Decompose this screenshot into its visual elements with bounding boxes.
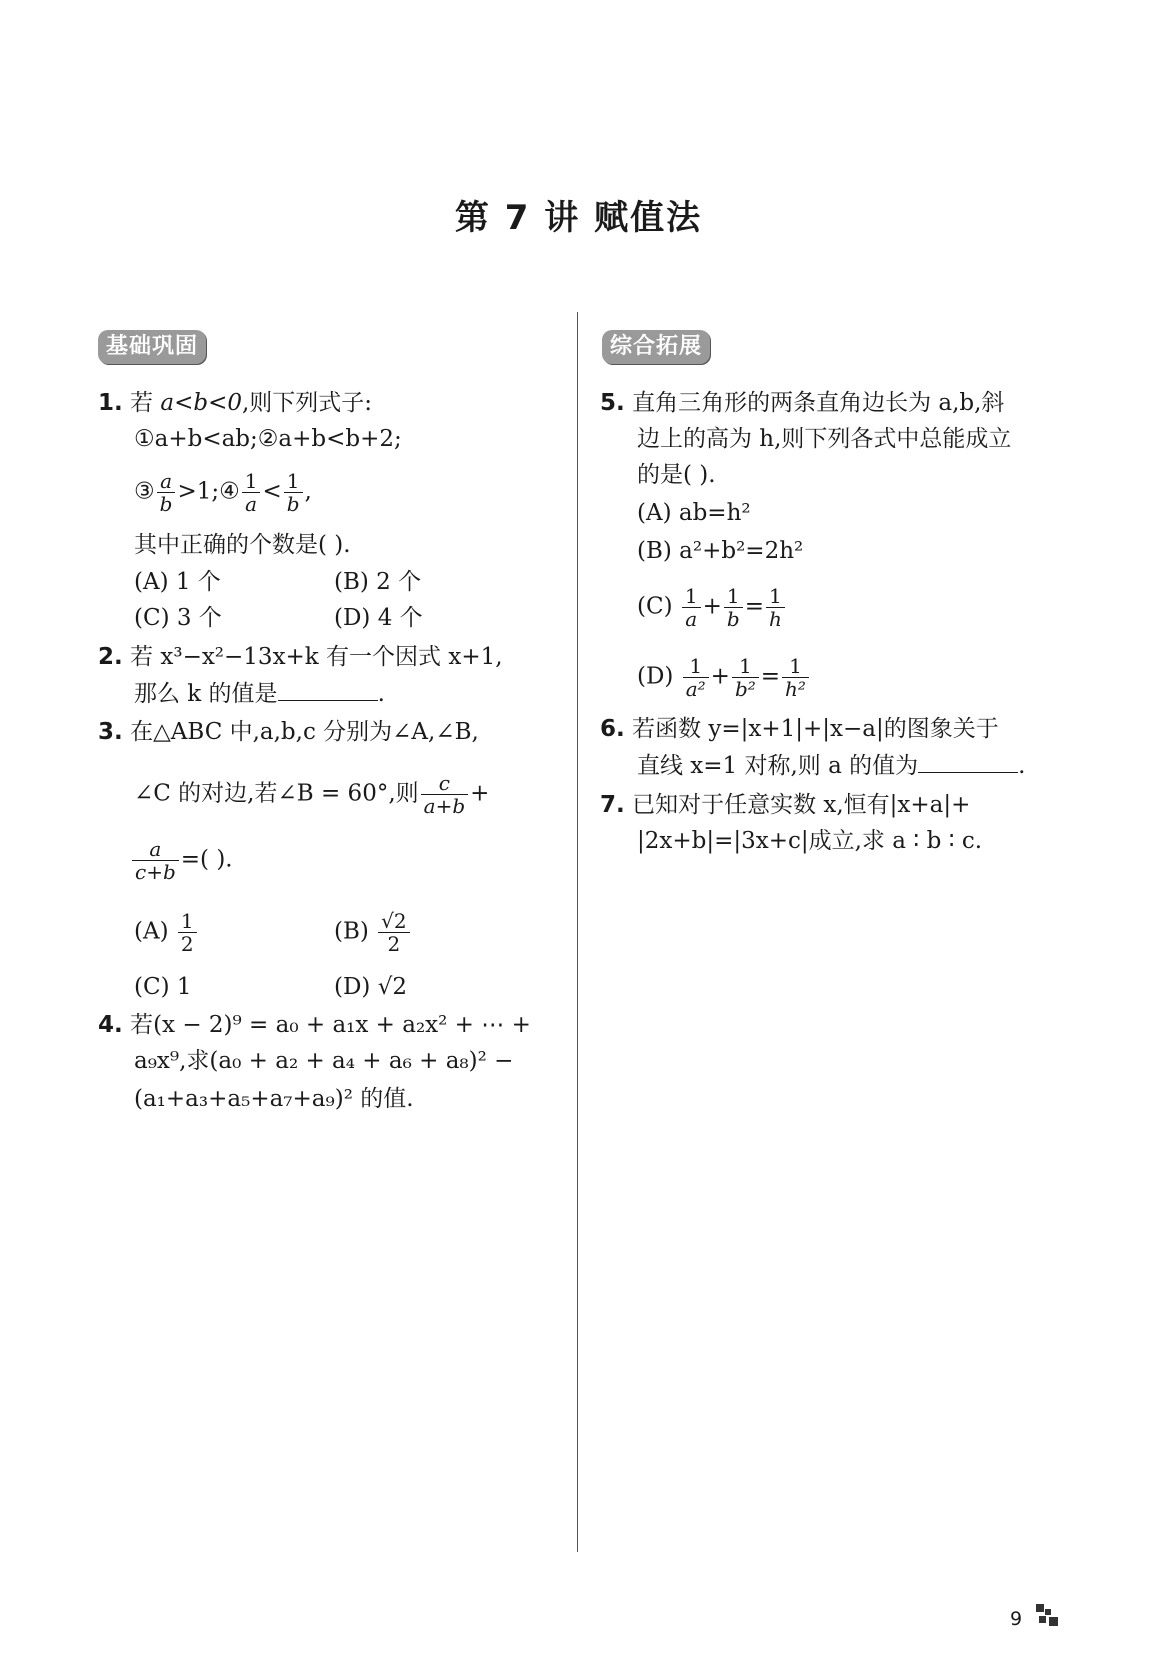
q1-stem-math: a<b<0 bbox=[160, 390, 242, 416]
q3-option-a-label: (A) bbox=[134, 918, 169, 945]
fraction-denominator: b bbox=[159, 492, 173, 516]
q3-option-b-label: (B) bbox=[334, 918, 369, 945]
q1-option-a: (A) 1 个 bbox=[134, 569, 221, 595]
fraction-numerator: 1 bbox=[242, 470, 261, 493]
q6-number: 6. bbox=[600, 716, 625, 742]
q3-text2-suffix: + bbox=[470, 780, 490, 807]
q5-option-c-fraction3 bbox=[766, 585, 785, 630]
q2-text2: 那么 k 的值是 bbox=[134, 681, 278, 707]
q3-line1 bbox=[98, 717, 479, 747]
q3-option-a bbox=[134, 910, 199, 955]
column-divider bbox=[577, 312, 578, 1552]
q5-option-d-fraction2 bbox=[732, 655, 759, 700]
q1-option-d: (D) 4 个 bbox=[334, 605, 423, 631]
q2-line1 bbox=[98, 642, 503, 672]
q1-stem-suffix: ,则下列式子: bbox=[242, 390, 373, 416]
fraction-numerator: a bbox=[157, 470, 176, 493]
q4-line2: a₉x⁹,求(a₀ + a₂ + a₄ + a₆ + a₈)² − bbox=[134, 1048, 514, 1074]
fraction-denominator: 2 bbox=[180, 932, 194, 956]
fraction-numerator: 1 bbox=[724, 585, 743, 608]
fraction-numerator: 1 bbox=[732, 655, 759, 678]
fraction-denominator: a bbox=[685, 607, 698, 631]
fraction-denominator: a² bbox=[685, 677, 706, 701]
section-badge-basic: 基础巩固 bbox=[98, 330, 206, 364]
q6-text2-suffix: . bbox=[1018, 753, 1026, 779]
fraction-numerator: √2 bbox=[378, 910, 409, 933]
q5-option-a: (A) ab=h² bbox=[637, 500, 751, 526]
q4-number: 4. bbox=[98, 1012, 123, 1038]
q5-line1 bbox=[600, 388, 1004, 418]
q3-number: 3. bbox=[98, 719, 123, 745]
fraction-denominator: b² bbox=[734, 677, 756, 701]
q1-item4-mid: < bbox=[262, 478, 282, 505]
plus-sign: + bbox=[710, 663, 730, 690]
q5-text1: 直角三角形的两条直角边长为 a,b,斜 bbox=[632, 390, 1005, 416]
q1-option-b: (B) 2 个 bbox=[334, 569, 422, 595]
q1-stem-prefix: 若 bbox=[130, 390, 161, 416]
q1-number: 1. bbox=[98, 390, 123, 416]
fraction-numerator: 1 bbox=[766, 585, 785, 608]
q2-line2 bbox=[134, 678, 385, 709]
page-number: 9 bbox=[1010, 1608, 1023, 1630]
fraction-denominator: a bbox=[245, 492, 258, 516]
q5-option-c-fraction2 bbox=[724, 585, 743, 630]
q6-line2 bbox=[637, 750, 1025, 781]
equals-sign: = bbox=[760, 663, 781, 690]
q5-option-d-label: (D) bbox=[637, 663, 674, 690]
fraction-numerator: 1 bbox=[284, 470, 303, 493]
q3-option-b bbox=[334, 910, 412, 955]
q7-line2: |2x+b|=|3x+c|成立,求 a ∶ b ∶ c. bbox=[637, 828, 983, 854]
fraction-denominator: h bbox=[768, 607, 782, 631]
q3-fraction2 bbox=[132, 838, 179, 883]
q5-line2: 边上的高为 h,则下列各式中总能成立 bbox=[637, 426, 1012, 452]
section-badge-extension: 综合拓展 bbox=[602, 330, 710, 364]
q7-text1: 已知对于任意实数 x,恒有|x+a|+ bbox=[632, 792, 971, 818]
q6-line1 bbox=[600, 714, 999, 744]
q5-option-c bbox=[637, 585, 787, 630]
q1-item3-tail: >1;④ bbox=[177, 478, 240, 505]
q5-line3: 的是( ). bbox=[637, 462, 716, 488]
q6-answer-blank[interactable] bbox=[918, 750, 1018, 773]
q4-line1 bbox=[98, 1010, 531, 1040]
fraction-numerator: 1 bbox=[178, 910, 197, 933]
fraction-denominator: b bbox=[726, 607, 740, 631]
plus-sign: + bbox=[702, 593, 722, 620]
q5-option-c-fraction1 bbox=[682, 585, 701, 630]
q3-line3 bbox=[130, 838, 233, 883]
page-title: 第 7 讲 赋值法 bbox=[454, 198, 703, 238]
q5-option-d-fraction3 bbox=[782, 655, 809, 700]
q5-option-d-fraction1 bbox=[683, 655, 709, 700]
q2-number: 2. bbox=[98, 644, 123, 670]
fraction-numerator: 1 bbox=[682, 585, 701, 608]
q2-answer-blank[interactable] bbox=[278, 678, 378, 701]
q7-line1 bbox=[600, 790, 970, 820]
fraction-denominator: h² bbox=[785, 677, 806, 701]
fraction-numerator: a bbox=[132, 838, 179, 861]
fraction-denominator: b bbox=[286, 492, 300, 516]
fraction-numerator: 1 bbox=[782, 655, 809, 678]
q3-option-a-fraction bbox=[178, 910, 197, 955]
q5-option-c-label: (C) bbox=[637, 593, 673, 620]
q1-ask: 其中正确的个数是( ). bbox=[134, 532, 351, 558]
fraction-numerator: c bbox=[421, 772, 468, 795]
q3-text1: 在△ABC 中,a,b,c 分别为∠A,∠B, bbox=[130, 719, 479, 745]
q5-option-d bbox=[637, 655, 811, 700]
equals-sign: = bbox=[744, 593, 764, 620]
q5-option-b: (B) a²+b²=2h² bbox=[637, 538, 804, 564]
fraction-denominator: 2 bbox=[387, 932, 401, 956]
q6-text1: 若函数 y=|x+1|+|x−a|的图象关于 bbox=[632, 716, 999, 742]
q1-item3-label: ③ bbox=[134, 478, 155, 505]
q1-item4-tail: , bbox=[304, 478, 312, 505]
q1-item3-fraction bbox=[157, 470, 176, 515]
page-corner-squares-icon bbox=[1035, 1603, 1061, 1627]
q2-text2-suffix: . bbox=[377, 681, 385, 707]
q3-option-c: (C) 1 bbox=[134, 974, 192, 1000]
q2-text1: 若 x³−x²−13x+k 有一个因式 x+1, bbox=[130, 644, 503, 670]
fraction-denominator: c+b bbox=[135, 860, 176, 884]
q3-option-b-fraction bbox=[378, 910, 409, 955]
q1-line2: ①a+b<ab;②a+b<b+2; bbox=[134, 426, 402, 452]
q3-line2 bbox=[134, 772, 489, 817]
q3-text2: ∠C 的对边,若∠B = 60°,则 bbox=[134, 780, 419, 807]
q6-text2: 直线 x=1 对称,则 a 的值为 bbox=[637, 753, 919, 779]
q3-option-d: (D) √2 bbox=[334, 974, 407, 1000]
q4-text1: 若(x − 2)⁹ = a₀ + a₁x + a₂x² + ⋯ + bbox=[130, 1012, 531, 1038]
q5-number: 5. bbox=[600, 390, 625, 416]
q1-option-c: (C) 3 个 bbox=[134, 605, 222, 631]
fraction-numerator: 1 bbox=[683, 655, 709, 678]
q1-line1 bbox=[98, 388, 372, 418]
q1-item4-fraction2 bbox=[284, 470, 303, 515]
q7-number: 7. bbox=[600, 792, 625, 818]
q1-item4-fraction1 bbox=[242, 470, 261, 515]
q4-line3: (a₁+a₃+a₅+a₇+a₉)² 的值. bbox=[134, 1086, 414, 1112]
q3-fraction1 bbox=[421, 772, 468, 817]
q3-text3-suffix: =( ). bbox=[180, 846, 233, 873]
q1-line3 bbox=[134, 470, 312, 515]
fraction-denominator: a+b bbox=[423, 794, 466, 818]
